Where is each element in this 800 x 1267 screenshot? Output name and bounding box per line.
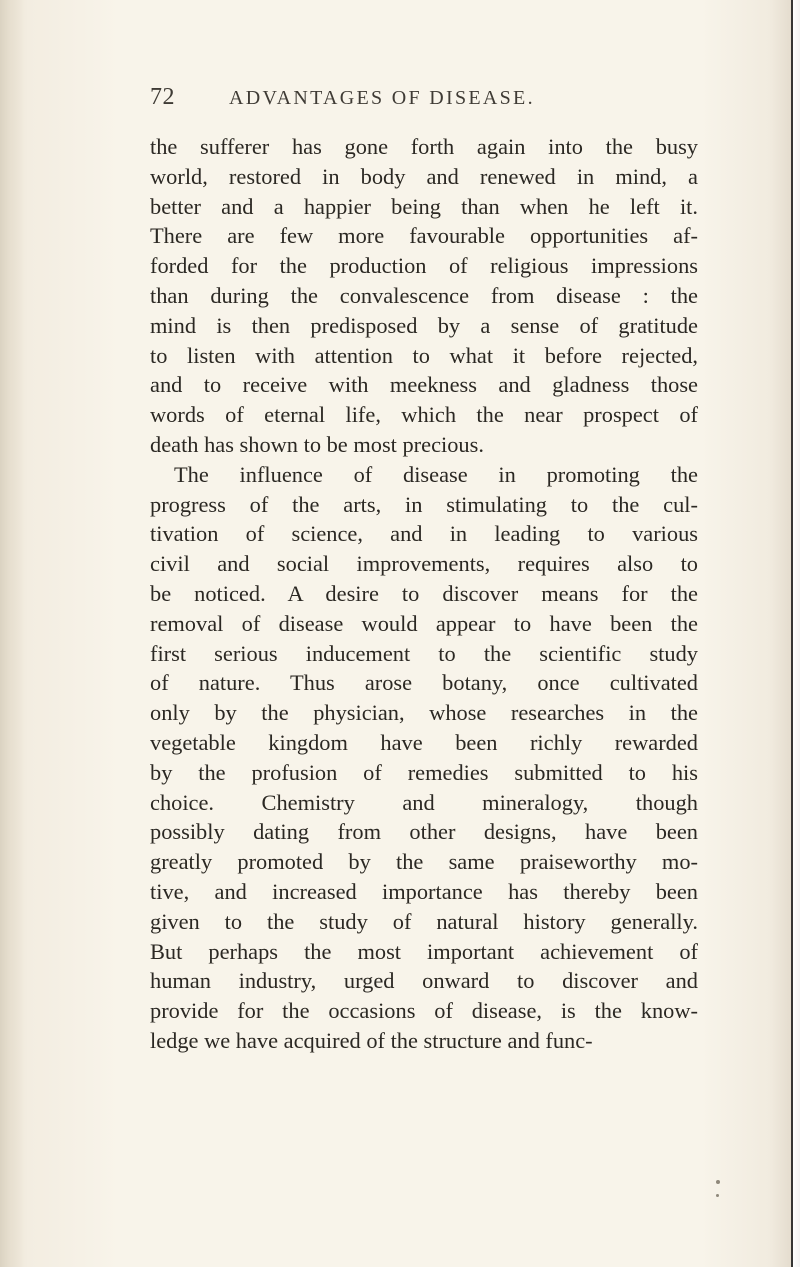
text-line: forded for the production of religious impressions [150,253,698,279]
body-text [150,132,698,1056]
text-line: only by the physician, whose researches in the [150,700,698,726]
text-line: first serious inducement to the scientific study [150,640,698,666]
running-header [150,84,698,116]
text-line: progress of the arts, in stimulating to the cul- [150,491,698,517]
text-line: ledge we have acquired of the structure and func- [150,1027,593,1053]
text-line: mind is then predisposed by a sense of gratitude [150,312,698,338]
text-line: choice. Chemistry and mineralogy, though [150,789,698,815]
text-line: But perhaps the most important achievement of [150,938,698,964]
text-line: to listen with attention to what it before rejected, [150,342,698,368]
text-line: tive, and increased importance has thereby been [150,878,698,904]
text-line: world, restored in body and renewed in mind, a [150,163,698,189]
text-line: and to receive with meekness and gladness those [150,372,698,398]
text-line: greatly promoted by the same praiseworthy mo- [150,849,698,875]
text-line-paragraph-start: The influence of disease in promoting the [174,461,698,487]
right-binding-edge [791,0,793,1267]
text-line: tivation of science, and in leading to various [150,521,698,547]
left-page-edge [0,0,24,1267]
text-line: provide for the occasions of disease, is the know- [150,998,698,1024]
text-line: the sufferer has gone forth again into the busy [150,134,698,159]
text-line: better and a happier being than when he left it. [150,193,698,219]
text-line: possibly dating from other designs, have been [150,819,698,845]
text-line: given to the study of natural history generally. [150,908,698,934]
text-line: There are few more favourable opportunities af- [150,223,698,249]
text-line: by the profusion of remedies submitted to his [150,759,698,785]
text-line: civil and social improvements, requires also to [150,551,698,577]
text-line: removal of disease would appear to have been the [150,610,698,636]
text-line: death has shown to be most precious. [150,431,484,457]
text-line: than during the convalescence from disease : the [150,282,698,308]
text-line: be noticed. A desire to discover means for the [150,580,698,606]
text-line: human industry, urged onward to discover and [150,968,698,994]
scan-speck [716,1180,720,1184]
scan-speck [716,1194,719,1197]
running-title: ADVANTAGES OF DISEASE. [229,87,535,109]
text-line: words of eternal life, which the near prospect of [150,402,698,428]
text-line: of nature. Thus arose botany, once cultivated [150,670,698,696]
text-line: vegetable kingdom have been richly rewarded [150,729,698,755]
right-page-shadow [793,0,800,1267]
page-number: 72 [150,84,175,110]
